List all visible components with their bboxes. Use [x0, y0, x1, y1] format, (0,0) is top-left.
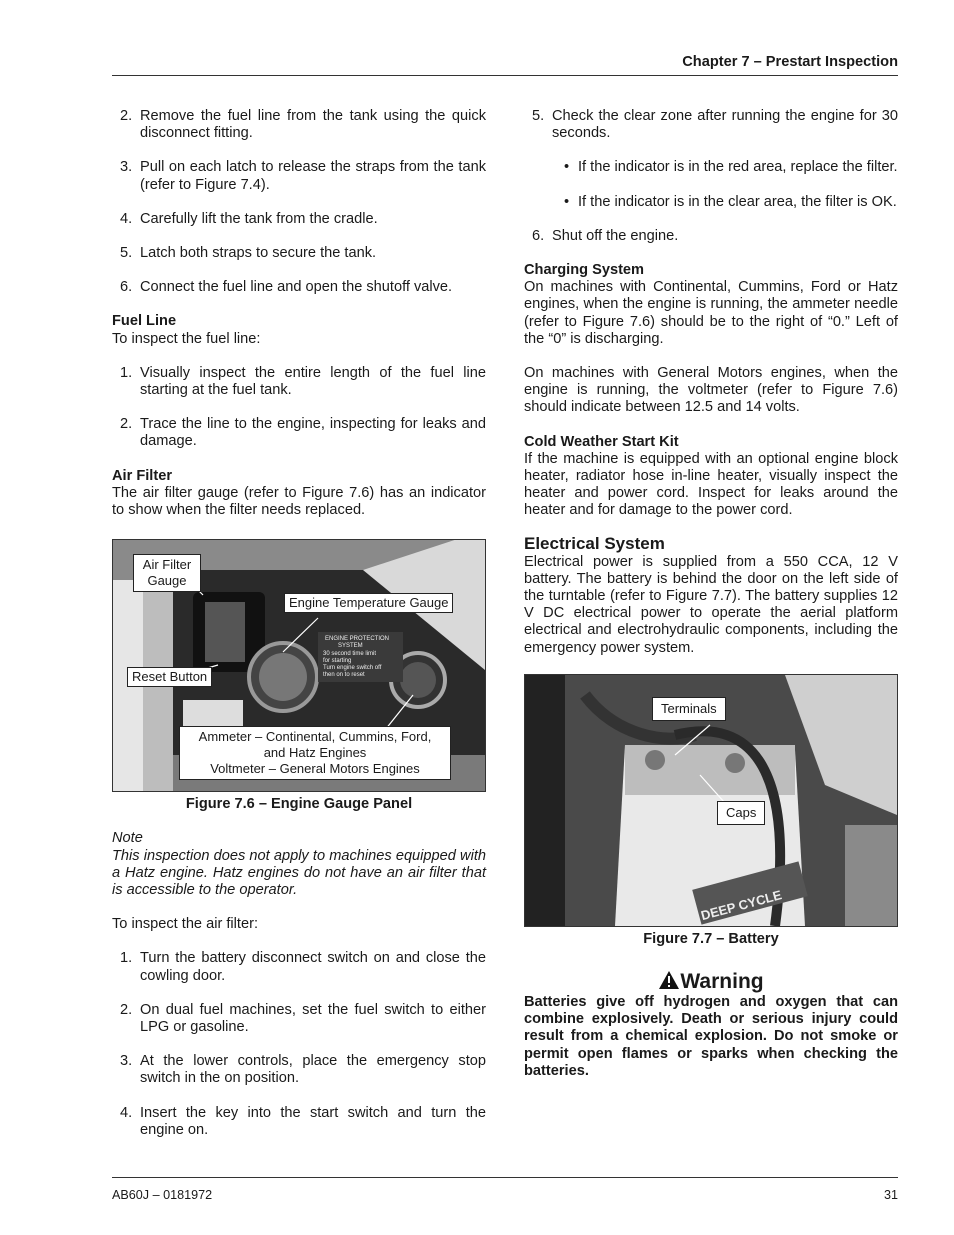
- plate-line: Turn engine switch off: [323, 665, 382, 672]
- ammeter-callout: Ammeter – Continental, Cummins, Ford, and Hatz Engines Voltmeter – General Motors Engines: [179, 726, 451, 780]
- engine-temperature-callout: Engine Temperature Gauge: [284, 593, 453, 613]
- warning-icon: [658, 970, 680, 990]
- warning-text: Batteries give off hydrogen and oxygen that can combine explosively. Death or serious injury could result from a chemical explosion. Do not smoke or permit open flames or sparks when checking the batteries.: [524, 994, 898, 1079]
- list-item: 5. Check the clear zone after running the engine for 30 seconds. • If the indicator is in the red area, replace the filter. • If the indicator is in the clear area, the filter is OK.: [532, 108, 898, 210]
- cold-weather-text: If the machine is equipped with an optional engine block heater, radiator hose in-line heater, visually inspect the heater and power cord. Inspect for leaks around the heater and for damage to the power cord.: [524, 450, 898, 519]
- list-item: 1. Turn the battery disconnect switch on and close the cowling door.: [120, 950, 486, 984]
- cold-weather-heading: Cold Weather Start Kit: [524, 433, 679, 450]
- plate-line: ENGINE PROTECTION: [325, 636, 390, 643]
- list-item: 2. On dual fuel machines, set the fuel switch to either LPG or gasoline.: [120, 1001, 486, 1036]
- air-filter-heading: Air Filter: [112, 467, 173, 484]
- list-item: 4. Carefully lift the tank from the cradle.: [120, 210, 378, 227]
- list-item: 3. At the lower controls, place the emergency stop switch in the on position.: [120, 1053, 486, 1087]
- fuel-line-intro: To inspect the fuel line:: [112, 330, 261, 347]
- figure-7-7-caption: Figure 7.7 – Battery: [643, 930, 779, 947]
- terminals-callout: Terminals: [652, 697, 726, 721]
- list-item: 6. Connect the fuel line and open the shutoff valve.: [120, 279, 453, 296]
- charging-paragraph-1: On machines with Continental, Cummins, Ford or Hatz engines, when the engine is running, the ammeter needle (refer to Figure 7.6) should be to the right of “0.” Left of the “0” is discharging.: [524, 279, 898, 347]
- left-column: [112, 108, 486, 1156]
- note-label: Note: [112, 830, 143, 847]
- tank-removal-steps: [112, 108, 486, 296]
- warning-title: Warning: [524, 970, 898, 994]
- air-filter-intro: The air filter gauge (refer to Figure 7.6) has an indicator to show when the filter needs replaced.: [112, 484, 486, 519]
- list-item: 2. Remove the fuel line from the tank using the quick disconnect fitting.: [120, 108, 486, 142]
- battery-label: DEEP CYCLE: [699, 887, 784, 924]
- list-item: 1. Visually inspect the entire length of the fuel line starting at the fuel tank.: [120, 364, 486, 399]
- list-item: 2. Trace the line to the engine, inspecting for leaks and damage.: [120, 416, 486, 450]
- charging-system-heading: Charging System: [524, 262, 645, 279]
- battery-figure: [524, 674, 898, 927]
- bullet-item: • If the indicator is in the red area, replace the filter.: [564, 159, 898, 176]
- electrical-system-heading: Electrical System: [524, 533, 665, 553]
- figure-7-6-caption: Figure 7.6 – Engine Gauge Panel: [185, 796, 413, 813]
- list-item: 4. Insert the key into the start switch and turn the engine on.: [120, 1104, 486, 1138]
- fuel-line-steps: [112, 365, 486, 451]
- fuel-line-heading: Fuel Line: [112, 313, 177, 330]
- list-item: 5. Latch both straps to secure the tank.: [120, 245, 377, 262]
- air-filter-gauge-callout: Air Filter Gauge: [133, 554, 201, 592]
- plate-line: for starting: [323, 658, 352, 665]
- plate-line: SYSTEM: [338, 643, 363, 650]
- charging-paragraph-2: On machines with General Motors engines, when the engine is running, the voltmeter (refer to Figure 7.6) should indicate between 12.5 and 14 volts.: [524, 365, 898, 416]
- electrical-system-text: Electrical power is supplied from a 550 CCA, 12 V battery. The battery is behind the door on the left side of the turntable (refer to Figure 7.7). The battery supplies 12 V DC electrical power to operate the aerial platform electrical and electrohydraulic components, including the emergency power system.: [524, 553, 898, 656]
- air-filter-inspect-intro: To inspect the air filter:: [112, 916, 259, 933]
- list-item: 3. Pull on each latch to release the straps from the tank (refer to Figure 7.4).: [120, 159, 486, 193]
- note-text: This inspection does not apply to machines equipped with a Hatz engine. Hatz engines do not have an air filter that is accessible to the operator.: [112, 847, 486, 899]
- engine-gauge-panel-figure: [112, 539, 486, 792]
- plate-line: 30 second time limit: [323, 651, 377, 658]
- header-rule: [112, 75, 898, 76]
- reset-button-callout: Reset Button: [127, 667, 212, 687]
- bullet-item: • If the indicator is in the clear area, the filter is OK.: [564, 193, 897, 210]
- caps-callout: Caps: [717, 801, 765, 825]
- doc-id: AB60J – 0181972: [112, 1188, 213, 1202]
- right-column: [524, 108, 898, 1080]
- indicator-bullets: [552, 159, 898, 210]
- check-steps: [524, 108, 898, 245]
- list-item: 6. Shut off the engine.: [532, 227, 679, 244]
- footer-rule: [112, 1177, 898, 1178]
- page-number: 31: [883, 1188, 898, 1202]
- chapter-header: Chapter 7 – Prestart Inspection: [682, 54, 898, 70]
- air-filter-steps: [112, 950, 486, 1139]
- plate-line: then on to reset: [323, 672, 365, 679]
